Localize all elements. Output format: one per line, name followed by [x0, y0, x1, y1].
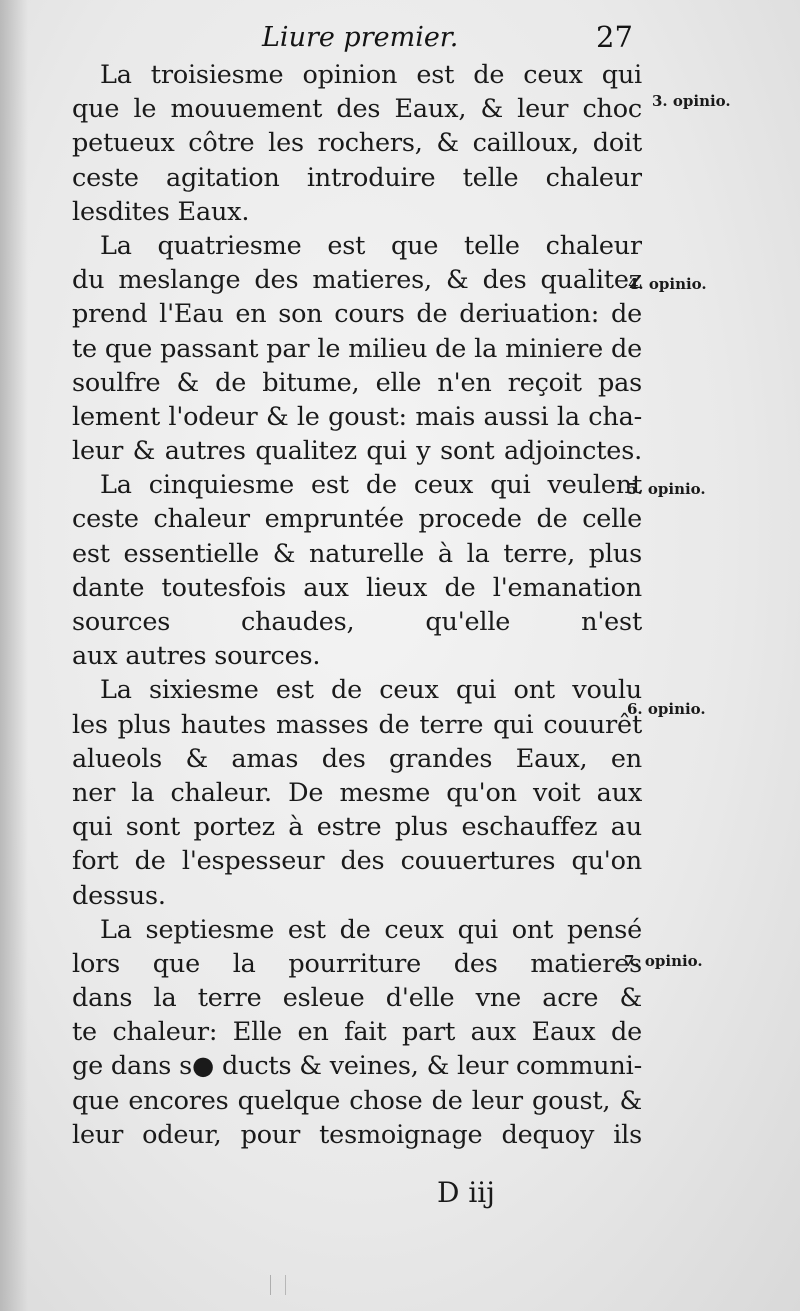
text-line: petueux côtre les rochers, & cailloux, doit — [72, 128, 642, 159]
text-line: ceste agitation introduire telle chaleur — [72, 162, 642, 193]
text-line: lement l'odeur & le goust: mais aussi la cha- — [72, 401, 642, 432]
paper-mark — [270, 1275, 286, 1295]
margin-note: 7. opinio. — [624, 952, 703, 970]
text-line: est essentielle & naturelle à la terre, plus — [72, 538, 642, 569]
margin-note: 4. opinio. — [628, 275, 707, 293]
text-line: leur odeur, pour tesmoignage dequoy ils — [72, 1119, 642, 1150]
margin-note: 5. opinio. — [627, 480, 706, 498]
text-line: lesdites Eaux. — [72, 196, 250, 227]
signature-mark: D iij — [437, 1176, 495, 1209]
text-line: La cinquiesme est de ceux qui veulent — [100, 470, 642, 501]
text-line: ceste chaleur empruntée procede de celle — [72, 504, 642, 535]
text-line: La septiesme est de ceux qui ont pensé — [100, 914, 642, 945]
text-line: La troisiesme opinion est de ceux qui — [100, 60, 642, 90]
text-line: ner la chaleur. De mesme qu'on voit aux — [72, 777, 642, 808]
text-line: ge dans s● ducts & veines, & leur communi- — [72, 1051, 642, 1082]
page-header — [0, 18, 800, 58]
text-line: te chaleur: Elle en fait part aux Eaux de — [72, 1017, 642, 1048]
text-line: dans la terre esleue d'elle vne acre & — [72, 983, 642, 1014]
margin-note: 6. opinio. — [627, 700, 706, 718]
margin-note: 3. opinio. — [652, 92, 731, 110]
text-line: aux autres sources. — [72, 641, 321, 672]
text-line: La quatriesme est que telle chaleur — [100, 230, 642, 261]
text-line: que encores quelque chose de leur goust, & — [72, 1085, 642, 1116]
text-line: soulfre & de bitume, elle n'en reçoit pas — [72, 367, 642, 398]
body-text — [72, 58, 642, 1152]
text-line: sources chaudes, qu'elle n'est — [72, 607, 642, 637]
text-line: dessus. — [72, 880, 166, 911]
page-number: 27 — [596, 20, 633, 54]
text-line: lors que la pourriture des matieres — [72, 948, 642, 979]
text-line: leur & autres qualitez qui y sont adjoinctes. — [72, 436, 642, 467]
text-line: fort de l'espesseur des couuertures qu'on — [72, 846, 642, 877]
text-line: du meslange des matieres, & des qualitez — [72, 265, 642, 296]
text-line: alueols & amas des grandes Eaux, en — [72, 743, 642, 774]
gutter-shadow — [0, 0, 28, 1311]
running-title: Liure premier. — [262, 22, 459, 53]
text-line: La sixiesme est de ceux qui ont voulu — [100, 675, 642, 706]
text-line: prend l'Eau en son cours de deriuation: de — [72, 299, 642, 330]
text-line: les plus hautes masses de terre qui couurêt — [72, 709, 642, 740]
text-line: qui sont portez à estre plus eschauffez au — [72, 812, 642, 843]
text-line: dante toutesfois aux lieux de l'emanation — [72, 572, 642, 603]
text-line: te que passant par le milieu de la miniere de — [72, 333, 642, 364]
text-line: que le mouuement des Eaux, & leur choc — [72, 94, 642, 125]
